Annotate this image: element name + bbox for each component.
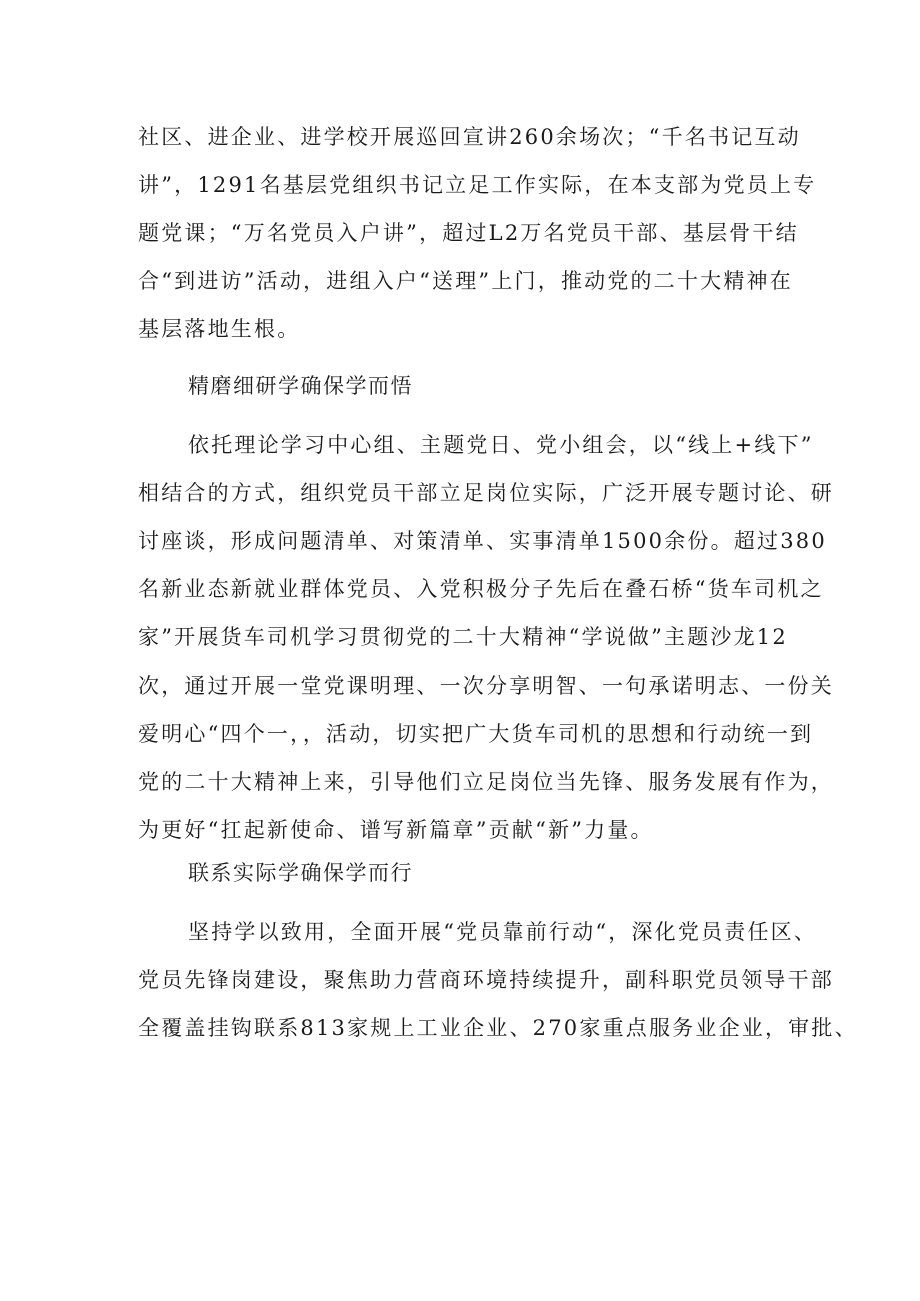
paragraph-line: 合“到进访”活动，进组入户“送理”上门，推动党的二十大精神在 (138, 269, 793, 293)
paragraph-line: 党员先锋岗建设，聚焦助力营商环境持续提升，副科职党员领导干部 (138, 968, 834, 992)
paragraph-line: 党的二十大精神上来，引导他们立足岗位当先锋、服务发展有作为， (138, 770, 834, 794)
paragraph-line: 讲”，1291名基层党组织书记立足工作实际，在本支部为党员上专 (138, 173, 817, 197)
paragraph-line: 讨座谈，形成问题清单、对策清单、实事清单1500余份。超过380 (138, 529, 827, 553)
paragraph-line: 基层落地生根。 (138, 317, 301, 341)
paragraph-line: 坚持学以致用，全面开展“党员靠前行动“，深化党员责任区、 (188, 920, 818, 944)
paragraph-line: 社区、进企业、进学校开展巡回宣讲260余场次；“千名书记互动 (138, 125, 801, 149)
paragraph-line: 家”开展货车司机学习贯彻党的二十大精神“学说做”主题沙龙12 (138, 625, 788, 649)
paragraph-line: 名新业态新就业群体党员、入党积极分子先后在叠石桥“货车司机之 (138, 577, 824, 601)
paragraph-line: 依托理论学习中心组、主题党日、党小组会，以“线上+线下” (188, 433, 814, 457)
paragraph-line: 全覆盖挂钩联系813家规上工业企业、270家重点服务业企业，审批、 (138, 1016, 858, 1040)
paragraph-line: 为更好“扛起新使命、谱写新篇章”贡献“新”力量。 (138, 818, 654, 842)
section-heading: 联系实际学确保学而行 (188, 861, 413, 885)
paragraph-line: 次，通过开展一堂党课明理、一次分享明智、一句承诺明志、一份关 (138, 674, 834, 698)
paragraph-line: 相结合的方式，组织党员干部立足岗位实际，广泛开展专题讨论、研 (138, 481, 834, 505)
section-heading: 精磨细研学确保学而悟 (188, 374, 413, 398)
paragraph-line: 题党课；“万名党员入户讲”，超过L2万名党员干部、基层骨干结 (138, 221, 799, 245)
paragraph-line: 爱明心“四个一，，活动，切实把广大货车司机的思想和行动统一到 (138, 722, 814, 746)
